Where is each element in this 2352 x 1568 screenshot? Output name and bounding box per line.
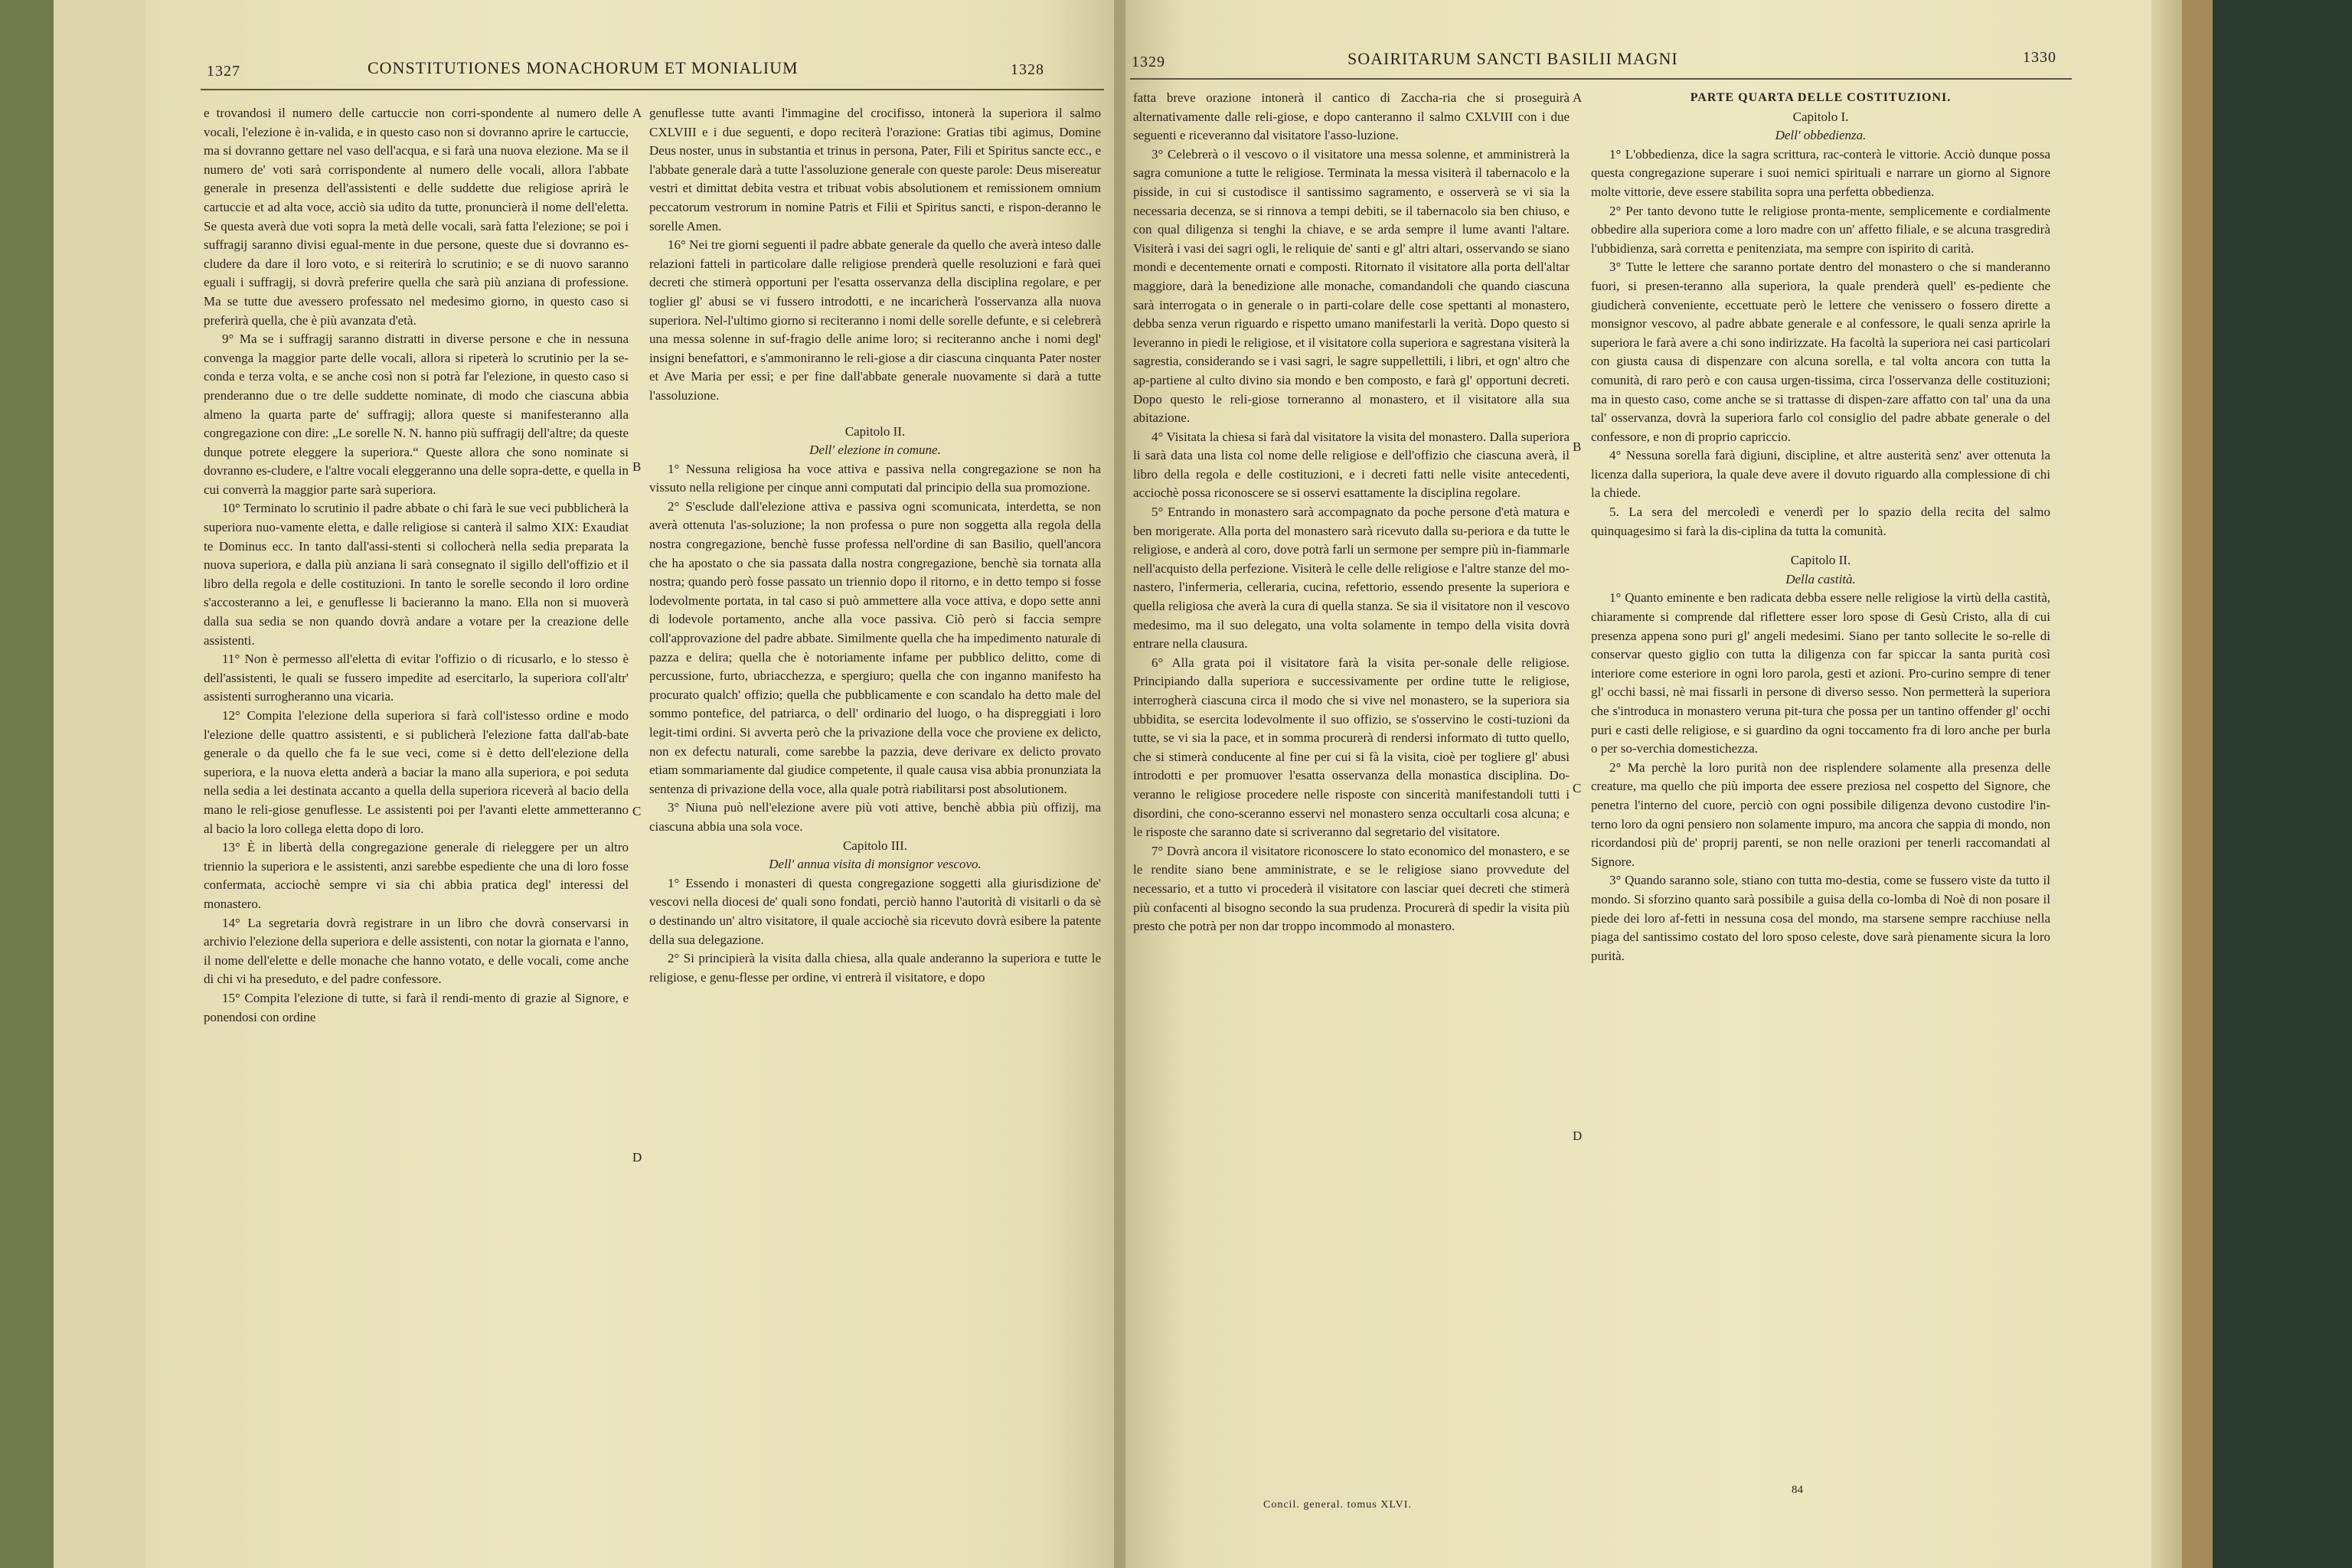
- background-right: [2213, 0, 2352, 1568]
- chapter-subtitle: Dell' obbedienza.: [1775, 128, 1867, 143]
- paragraph: 4° Visitata la chiesa si farà dal visitatore la visita del monastero. Dalla superiora li sarà data una lista col nome delle religiose e dell'offizio che ciascuna averà, il libro della regola e delle costituzioni, e i decreti fatti nelle visite antecedenti, acciochè possa riconoscere se si osservi esattamente la disciplina regolare.: [1133, 429, 1570, 501]
- chapter-subtitle: Dell' elezione in comune.: [809, 443, 941, 458]
- paragraph: 1° L'obbedienza, dice la sagra scrittura, rac-conterà le vittorie. Acciò dunque possa questa congregazione superare i suoi nemici spirituali e narrare un giorno al Signore molte vittorie, deve essere stabilita sopra una perfetta obbedienza.: [1591, 146, 2050, 199]
- header-rule-right: [1130, 78, 2072, 80]
- paragraph: e trovandosi il numero delle cartuccie non corri-spondente al numero delle vocali, l'elezione è in-valida, e in questo caso non si dovranno aprire le cartuccie, ma si dovranno gettare nel vaso dell'acqua, e si farà una nuova elezione. Ma se il numero de' voti sarà corrispondente al numero delle vocali, allora l'abbate generale in presenza dell'assistenti e delle suddette due religiose aprirà le cartuccie et ad alta voce, acciò sia udito da tutte, pronuncierà il nome dell'eletta. Se questa averà due voti sopra la metà delle vocali, sarà fatta l'elezione; se poi i suffragij saranno divisi egual-mente in due persone, queste due si dovranno es-cludere da dare il loro voto, e si reiterirà lo scrutinio; e se di nuovo saranno eguali i suffragij, si dovrà preferire quella che sarà più anziana di professione. Ma se tutte due avessero professato nel medesimo giorno, in questo caso si preferirà quella, che è più avanzata d'età.: [204, 106, 629, 328]
- paragraph: 10° Terminato lo scrutinio il padre abbate o chi farà le sue veci pubblicherà la superiora nuo-vamente eletta, e dalle religiose si canterà il salmo XIX: Exaudiat te Dominus ecc. In tanto dall'assi-stenti si collocherà nella sedia preparata la nuova superiora, e dalla più anziana li sarà consegnato il sigillo dell'offizio et il libro della regola e delle costituzioni. In tanto le sorelle secondo il loro ordine s'accosteranno a lei, e genuflesse li bacieranno la mano. Ella non si muoverà dalla sua sedia se non quando dovrà andare a votare per la creazione delle assistenti.: [204, 501, 629, 648]
- running-title-right: SOAIRITARUM SANCTI BASILII MAGNI: [1348, 49, 1678, 68]
- margin-letter-b: B: [632, 459, 642, 474]
- left-column-2: [649, 104, 1101, 987]
- paragraph: 1° Quanto eminente e ben radicata debba essere nelle religiose la virtù della castità, chiaramente si comprende dal riflettere esser loro spose di Gesù Cristo, alla di cui presenza appena sono puri gl' angeli medesimi. Siano per tanto sollecite le so-relle di conservar questo giglio con tutta la diligenza con far spiccar la santa purità così interiore come esteriore in ogni loro parola, gesti et azioni. Pro-curino sempre di tener gl' occhi bassi, nè mai fissarli in persone di diverso sesso. Non permetterà la superiora che s'introduca in monastero veruna pit-tura che possa per un tantino offender gl' occhi puri e casti delle religiose, e si guardino da ogni toccamento fra di loro anche per burla o per so-verchia domestichezza.: [1591, 590, 2050, 756]
- margin-letter-b: B: [1573, 439, 1582, 454]
- page-edge: [2151, 0, 2182, 1568]
- paragraph: 12° Compita l'elezione della superiora si farà coll'istesso ordine e modo l'elezione delle quattro assistenti, e si publicherà l'elezione fatta dall'ab-bate generale o da quello che fa le sue veci, come si è detto dell'elezione della superiora, e la nuova eletta anderà a baciar la mano alla superiora, e poi seduta nella sedia a lei destinata accanto a quella della superiora riceverà al bacio della mano le reli-giose genuflesse. Le assistenti poi per l'avanti elette ammetteranno al bacio la loro collega eletta dopo di loro.: [204, 708, 629, 836]
- chapter-heading: Capitolo II.: [844, 423, 906, 439]
- paragraph: 3° Niuna può nell'elezione avere più voti attive, benchè abbia più offizij, ma ciascuna abbia una sola voce.: [649, 800, 1101, 834]
- chapter-subtitle: Dell' annua visita di monsignor vescovo.: [769, 857, 982, 872]
- left-column-1: [204, 104, 629, 1027]
- paragraph: 1° Essendo i monasteri di questa congregazione soggetti alla giurisdizione de' vescovi nella diocesi de' quali sono fondati, perciò hanno l'autorità di visitarli o da sè o destinando un' altro visitatore, il quale acciochè sia ricevuto dovrà esibere la patente della sua delegazione.: [649, 875, 1101, 947]
- paragraph: 3° Quando saranno sole, stiano con tutta mo-destia, come se fussero viste da tutto il mondo. Si sforzino quanto sarà possibile a guisa della co-lomba di Noè di non posare il piede dei loro af-fetti in nessuna cosa del mondo, ma starsene sempre racchiuse nella piaga del santissimo costato del loro sposo celeste, dove sarà pienamente sicura la loro purità.: [1591, 873, 2050, 963]
- margin-letter-d: D: [1573, 1129, 1583, 1143]
- paragraph: 13° È in libertà della congregazione generale di rieleggere per un altro triennio la superiora e le assistenti, anzi sarebbe espediente che una di loro fosse confermata, acciochè sempre vi sia chi abbia pratica degl' interessi del monastero.: [204, 840, 629, 911]
- paragraph: 15° Compita l'elezione di tutte, si farà il rendi-mento di grazie al Signore, e ponendosi con ordine: [204, 990, 629, 1024]
- chapter-heading: Capitolo II.: [1790, 553, 1851, 568]
- paragraph: genuflesse tutte avanti l'immagine del crocifisso, intonerà la superiora il salmo CXLVIII e i due seguenti, e dopo reciterà l'orazione: Gratias tibi agimus, Domine Deus noster, unus in substantia et trinus in persona, Pater, Fili et Spiritus sancte ecc., e l'abbate generale darà a tutte l'assoluzione generale con queste parole: Deus misereatur vestri et dimittat debita vestra et tribuat vobis absolutionem et remissionem omnium peccatorum vestrorum in nomine Patris et Filii et Spiritus sancti, e rispon-deranno le sorelle Amen.: [649, 106, 1101, 234]
- page-number-1327: 1327: [207, 63, 240, 80]
- running-title-left: CONSTITUTIONES MONACHORUM ET MONIALIUM: [368, 58, 799, 77]
- paragraph: 2° Ma perchè la loro purità non dee risplendere solamente alla presenza delle creature, ma quello che più importa dee essere preziosa nel cospetto del Signore, che penetra l'interno del cuore, perciò con ogni possibile diligenza devono custodire l'in-terno loro da ogni pensiero non solamente impuro, ma ancora che sappia di mondo, non ricordandosi più de' proprij parenti, se non nelle orazioni per tenerli raccomandati al Signore.: [1591, 760, 2050, 869]
- chapter-subtitle: Della castità.: [1785, 571, 1856, 586]
- paragraph: 14° La segretaria dovrà registrare in un libro che dovrà conservarsi in archivio l'elezione della superiora e delle assistenti, con notar la giornata e l'anno, il nome dell'elette e delle monache che hanno votato, e delle vocali, come anche di chi vi ha preseduto, e del padre confessore.: [204, 915, 629, 987]
- paragraph: 5. La sera del mercoledì e venerdì per lo spazio della recita del salmo quinquagesimo si farà la dis-ciplina da tutta la comunità.: [1591, 505, 2050, 538]
- right-column-1: [1133, 89, 1570, 936]
- margin-letter-a: A: [1573, 90, 1583, 105]
- page-number-1330: 1330: [2023, 49, 2056, 66]
- margin-letter-a: A: [632, 106, 642, 120]
- paragraph: 9° Ma se i suffragij saranno distratti in diverse persone e che in nessuna convenga la maggior parte delle vocali, allora si ripeterà lo scrutinio per la se-conda e terza volta, e se anche così non si potrà far l'elezione, in questo caso si prenderanno due o tre delle suddette nominate, di modo che ciascuna abbia almeno la quarta parte de' suffragij; allora queste si manifesteranno alla congregazione con dire: „Le sorelle N. N. hanno più suffragij dell'altre; da queste dunque potrete eleggere la superiora.“ Queste allora che sono nominate si dovranno es-cludere, e l'altre vocali eleggeranno una delle sopra-dette, e quella in cui converrà la maggior parte sarà superiora.: [204, 332, 629, 497]
- chapter-heading: Capitolo III.: [842, 838, 908, 853]
- volume-footer: Concil. general. tomus XLVI.: [1263, 1499, 1412, 1511]
- paragraph: 1° Nessuna religiosa ha voce attiva e passiva nella congregazione se non ha vissuto nella religione per cinque anni computati dal principio della sua promozione.: [649, 461, 1101, 495]
- paragraph: 3° Tutte le lettere che saranno portate dentro del monastero o che si manderanno fuori, si presen-teranno alla superiora, la quale prenderà quell' es-pediente che giudicherà conveniente, eccettuate però le lettere che venissero o fossero dirette a monsignor vescovo, al padre abbate generale e al confessore, le quali senza aprirle la superiora le farà avere a chi sono indirizzate. Ha facoltà la superiora nei casi particolari con giusta causa di dispenzare con alcuna sorella, e tal volta ancora con tutta la comunità, di raro però e con causa urgen-tissima, circa l'osservanza delle costituzioni; ma in questo caso, come anche se si trattasse di dispen-zare affatto con tal' una da una tal' osservanza, dovrà la superiora farlo col consiglio del padre abbate generale o del confessore, e non di proprio capriccio.: [1591, 260, 2050, 444]
- paragraph: 2° Per tanto devono tutte le religiose pronta-mente, semplicemente e cordialmente obbedire alla superiora come a loro madre con un' affetto filiale, e se alcuna trasgredirà l'ubbidienza, sarà corretta e penitenziata, ma sempre con ispirito di carità.: [1591, 203, 2050, 256]
- paragraph: 16° Nei tre giorni seguenti il padre abbate generale da quello che averà inteso dalle relazioni fatteli in particolare dalle religiose prenderà quelle resoluzioni e farà quei decreti che stimerà opportuni per l'esatta osservanza della disciplina regolare, e per toglier gl' abusi se vi fussero introdotti, e ne incaricherà l'osservanza alla nuova superiora. Nel-l'ultimo giorno si reciteranno i nomi delle sorelle defunte, e si celebrerà una messa solenne in suf-fragio delle anime loro; si reciteranno anche i nomi degl' insigni benefattori, e s'ammoniranno le reli-giose a dir ciascuna cinquanta Pater noster et Ave Maria per essi; e per fine dall'abbate generale nuovamente si darà a tutte l'assoluzione.: [649, 237, 1101, 403]
- header-rule-left: [201, 89, 1104, 90]
- paragraph: 5° Entrando in monastero sarà accompagnato da poche persone d'età matura e ben morigerate. Alla porta del monastero sarà ricevuto dalla su-periora e da tutte le religiose, e anderà al coro, dove potrà farli un sermone per sempre più in-fiammarle nell'acquisto della perfezione. Visiterà le celle delle religiose e l'altre stanze del mo-nastero, l'infermeria, celleraria, cucina, refettorio, essendo presente la superiora e quella religiosa che averà la cura di quella stanza. Se sia il visitatore non il vescovo medesimo, ma il suo delegato, una volta solamente in tempo della visita dovrà entrare nella clausura.: [1133, 505, 1570, 652]
- paragraph: 3° Celebrerà o il vescovo o il visitatore una messa solenne, et amministrerà la sagra comunione a tutte le religiose. Terminata la messa visiterà il tabernacolo e la pisside, in cui si custodisce il santissimo sagramento, e osserverà se vi sia la necessaria decenza, se si rinnova a tempi debiti, se il tabernacolo sia ben chiuso, e con qual diligenza si tenghi la chiave, e se arda sempre il lume avanti l'altare. Visiterà i vasi dei sagri ogli, le reliquie de' santi e gl' altri altari, osservando se siano mondi e decentemente ornati e composti. Ritornato il visitatore alla porta dell'altar maggiore, darà la benedizione alle monache, comandandoli che quando ciascuna sarà interrogata o in generale o in parti-colare delle cose spettanti al monastero, debba senza verun riguardo e rispetto umano manifestarli la verità. Dopo questo si leveranno in piedi le religiose, et il visitatore colla superiora e sagrestana visiterà la sagrestia, considerando se i vasi sagri, le sagre suppellettili, i libri, et ogn' altro che ap-partiene al culto divino sia mondo e ben composto, e farà gl' opportuni decreti. Dopo questo le reli-giose torneranno al monastero, et il visitatore alla sua abitazione.: [1133, 146, 1570, 426]
- paragraph: fatta breve orazione intonerà il cantico di Zaccha-ria che si proseguirà alternativamente dalle reli-giose, e dopo canteranno il salmo CXLVIII con i due seguenti e riceveranno dal visitatore l'asso-luzione.: [1133, 90, 1570, 143]
- paragraph: 6° Alla grata poi il visitatore farà la visita per-sonale delle religiose. Principiando dalla superiora e successivamente per ordine tutte le religiose, interrogherà ciascuna circa il modo che si vive nel monastero, se la superiora sia ubbidita, se esercita lodevolmente il suo offizio, se s'osservino le costi-tuzioni da tutte, se vi sia la pace, et in somma procurerà di rendersi informato di tutto quello, che si stimerà conducente al fine per cui si fà la visita, cioè per togliere gl' abusi introdotti e per promuover l'esatta osservanza della monastica disciplina. Do-veranno le religiose procedere nelle risposte con sincerità manifestandoli tutti i disordini, che cono-sceranno esservi nel monastero senza occultarli cosa alcuna; e le risposte che saranno date si scriveranno dal segretario del visitatore.: [1133, 655, 1570, 840]
- paragraph: 7° Dovrà ancora il visitatore riconoscere lo stato economico del monastero, e se le rendite siano bene amministrate, e se le religiose siano provvedute del necessario, et a tutto vi procederà il visitatore con lasciar quei decreti che stimerà più confacenti al bisogno secondo la sua prudenza. Procurerà di spedir la visita più presto che potrà per non dar troppo incommodo al monastero.: [1133, 843, 1570, 934]
- chapter-heading: Capitolo I.: [1792, 109, 1849, 124]
- page-number-1329: 1329: [1132, 54, 1165, 70]
- paragraph: 4° Nessuna sorella farà digiuni, discipline, et altre austerità senz' aver ottenuta la licenza dalla superiora, la quale deve avere il dovuto riguardo alla complessione di chi la chiede.: [1591, 448, 2050, 501]
- right-page: [1125, 0, 2151, 1568]
- margin-letter-c: C: [632, 804, 642, 818]
- part-heading: PARTE QUARTA DELLE COSTITUZIONI.: [1690, 91, 1952, 104]
- left-page: [145, 0, 1114, 1568]
- paragraph: 2° Si principierà la visita dalla chiesa, alla quale anderanno la superiora e tutte le religiose, e genu-flesse per ordine, vi entrerà il visitatore, e dopo: [649, 951, 1101, 985]
- paragraph: 2° S'esclude dall'elezione attiva e passiva ogni scomunicata, interdetta, se non averà ottenuta l'as-soluzione; la non professa o pure non soggetta alla regola della nostra congregazione, benchè fusse professa nell'ordine di san Basilio, quell'ancora che ha apostato o che sia passata dalla nostra congregazione, benchè sia tornata alla nostra; quando però fosse passato un triennio dopo il ritorno, e in detto tempo si fosse lodevolmente portata, in tal caso si può ammettere alla voce attiva, e dopo sette anni di lodevole portamento, anche alla voce passiva. Ciò però si faccia sempre coll'approvazione del padre abbate. Similmente quella che ha impedimento naturale di pazza e delira; quella che è notoriamente infame per pubblico delitto, come di percussione, furto, ubriacchezza, e spergiuro; quella che con inganno manifesto ha procurato qualch' offizio; quella che pubblicamente e con scandalo ha detto male del sommo pontefice, del patriarca, o dell' ordinario del luogo, o ha dispreggiati i loro legit-timi ordini. Si avverta però che la privazione della voce che proviene ex delicto, non ex defectu naturali, come sarebbe la pazzia, deve derivare ex delicto provato etiam sommariamente dal giudice competente, il quale causa visa abbia pronunziata la sentenza di privazione della voce, alla quale potrà riabilitarsi post absolutionem.: [649, 498, 1101, 796]
- right-column-2: [1591, 89, 2050, 965]
- signature-mark: 84: [1792, 1484, 1803, 1496]
- page-number-1328: 1328: [1011, 61, 1044, 78]
- margin-letter-d: D: [632, 1150, 642, 1165]
- book-gutter: [1114, 0, 1125, 1568]
- margin-letter-c: C: [1573, 781, 1582, 795]
- paragraph: 11° Non è permesso all'eletta di evitar l'offizio o di ricusarlo, e lo stesso è dell'assistenti, le quali se fussero impedite ad esercitarlo, la superiora coll'altr' assistenti surrogheranno una vicaria.: [204, 652, 629, 704]
